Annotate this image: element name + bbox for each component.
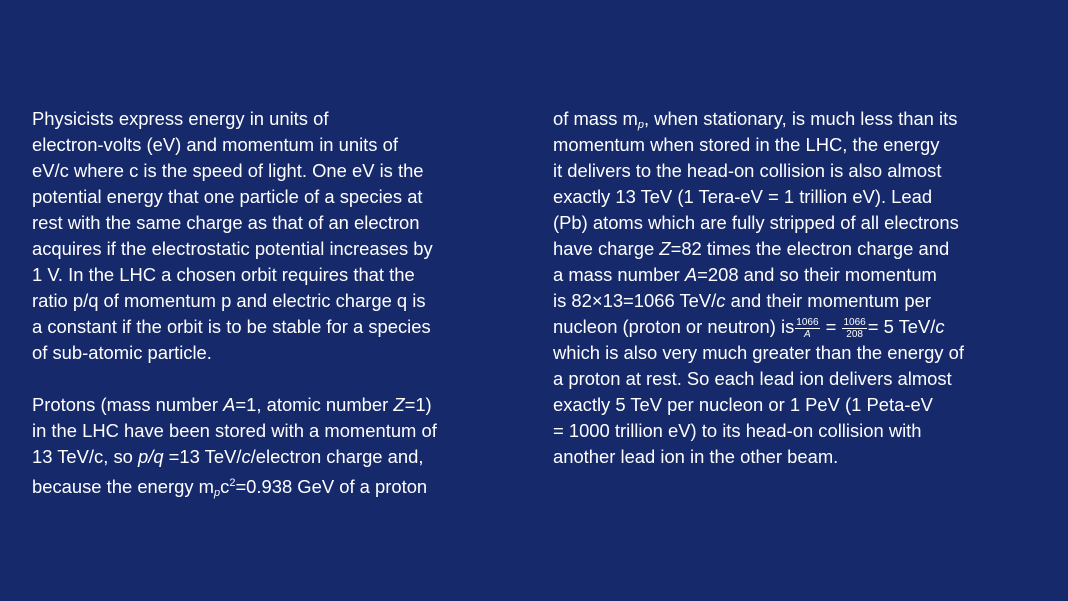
text-line: a constant if the orbit is to be stable for a species bbox=[32, 316, 431, 337]
text-line: which is also very much greater than the energy of bbox=[553, 342, 964, 363]
text-line: ratio p/q of momentum p and electric charge q is bbox=[32, 290, 426, 311]
left-column bbox=[32, 106, 532, 499]
paragraph-gap bbox=[32, 366, 532, 392]
text-line: = 1000 trillion eV) to its head-on collision with bbox=[553, 420, 922, 441]
text-line: momentum when stored in the LHC, the energy bbox=[553, 134, 940, 155]
text-line: is 82×13=1066 TeV/c and their momentum per bbox=[553, 290, 931, 311]
text-line: of mass $m_p$, when stationary, is much less than its bbox=[553, 108, 958, 131]
text-line: Protons (mass number A=1, atomic number Z=1) bbox=[32, 394, 432, 415]
text-line: potential energy that one particle of a species at bbox=[32, 186, 423, 207]
text-line: because the energy $m_pc^2=0.938$ GeV of a proton bbox=[32, 476, 428, 499]
text-line: Physicists express energy in units of bbox=[32, 108, 329, 129]
text-line: 13 TeV/c, so p/q =13 TeV/c/electron charge and, bbox=[32, 446, 424, 467]
text-line: 1 V. In the LHC a chosen orbit requires that the bbox=[32, 264, 415, 285]
text-line: another lead ion in the other beam. bbox=[553, 446, 839, 467]
text-line: exactly 13 TeV (1 Tera-eV = 1 trillion eV). Lead bbox=[553, 186, 933, 207]
text-line: rest with the same charge as that of an electron bbox=[32, 212, 420, 233]
right-column bbox=[553, 106, 1053, 470]
text-line: electron-volts (eV) and momentum in units of bbox=[32, 134, 398, 155]
text-line: acquires if the electrostatic potential increases by bbox=[32, 238, 433, 259]
text-line: a proton at rest. So each lead ion delivers almost bbox=[553, 368, 952, 389]
text-line: in the LHC have been stored with a momentum of bbox=[32, 420, 437, 441]
text-line: it delivers to the head-on collision is also almost bbox=[553, 160, 942, 181]
text-line: have charge Z=82 times the electron charge and bbox=[553, 238, 950, 259]
text-line: eV/c where c is the speed of light. One eV is the bbox=[32, 160, 424, 181]
fraction-1066-over-A: $\frac{1066}{A}$ bbox=[796, 316, 819, 340]
text-line: of sub-atomic particle. bbox=[32, 342, 212, 363]
text-line: a mass number A=208 and so their momentum bbox=[553, 264, 937, 285]
text-line: exactly 5 TeV per nucleon or 1 PeV (1 Peta-eV bbox=[553, 394, 933, 415]
fraction-1066-over-208: $\frac{1066}{208}$ bbox=[843, 316, 866, 340]
text-line: (Pb) atoms which are fully stripped of all electrons bbox=[553, 212, 959, 233]
text-line: nucleon (proton or neutron) is $\frac{1066}{A}$ = $\frac{1066}{208}$ = 5 TeV/c bbox=[553, 316, 945, 340]
